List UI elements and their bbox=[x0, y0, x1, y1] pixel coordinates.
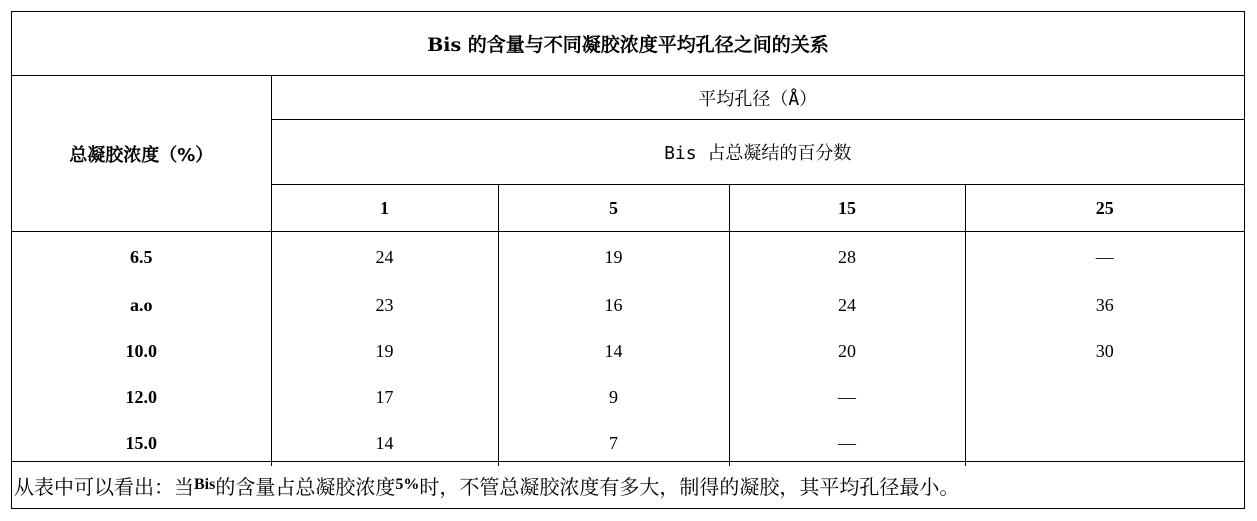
value-cell: 28 bbox=[729, 232, 965, 283]
value-cell: 16 bbox=[498, 282, 729, 328]
value-cell: 23 bbox=[271, 282, 498, 328]
table-row bbox=[12, 232, 1244, 283]
value-cell bbox=[965, 420, 1244, 466]
bis-pct-15: 15 bbox=[729, 185, 965, 232]
value-cell: 14 bbox=[271, 420, 498, 466]
bis-pct-25: 25 bbox=[965, 185, 1244, 232]
table-row bbox=[12, 282, 1244, 328]
table-row bbox=[12, 328, 1244, 374]
value-cell: 20 bbox=[729, 328, 965, 374]
value-cell: 36 bbox=[1095, 294, 1114, 315]
value-cell: 14 bbox=[498, 328, 729, 374]
value-cell: 24 bbox=[729, 282, 965, 328]
value-cell: 24 bbox=[271, 232, 498, 283]
concentration-cell: 10.0 bbox=[12, 328, 271, 374]
footnote-text-1: 从表中可以看出：当 bbox=[14, 474, 194, 499]
footnote-pct: 5% bbox=[395, 476, 420, 493]
concentration-cell: a.o bbox=[12, 282, 271, 328]
table-frame bbox=[11, 11, 1245, 509]
concentration-cell: 6.5 bbox=[12, 232, 271, 283]
value-cell: 17 bbox=[271, 374, 498, 420]
value-cell: — bbox=[729, 420, 965, 466]
value-cell bbox=[965, 374, 1244, 420]
concentration-cell: 12.0 bbox=[12, 374, 271, 420]
bis-pct-1: 1 bbox=[271, 185, 498, 232]
value-cell: 19 bbox=[498, 232, 729, 283]
footnote-bis: Bis bbox=[194, 476, 216, 493]
table-title: Bis 的含量与不同凝胶浓度平均孔径之间的关系 bbox=[12, 12, 1244, 76]
value-cell: — bbox=[1095, 246, 1114, 267]
table-row bbox=[12, 374, 1244, 420]
bis-percentage-header: Bis 占总凝结的百分数 bbox=[271, 120, 1244, 185]
table-footnote bbox=[12, 461, 1244, 508]
data-table bbox=[12, 76, 1244, 466]
value-cell: 30 bbox=[1095, 340, 1114, 361]
footnote-text-2: 的含量占总凝胶浓度 bbox=[215, 474, 396, 499]
table-row bbox=[12, 420, 1244, 466]
footnote-text-3: 时，不管总凝胶浓度有多大，制得的凝胶，其平均孔径最小。 bbox=[419, 474, 960, 499]
value-cell: — bbox=[729, 374, 965, 420]
value-cell: 9 bbox=[498, 374, 729, 420]
value-cell: 19 bbox=[271, 328, 498, 374]
value-cell: 7 bbox=[498, 420, 729, 466]
row-label-header: 总凝胶浓度（%） bbox=[12, 76, 271, 232]
pore-size-header: 平均孔径（Å） bbox=[271, 76, 1244, 120]
bis-pct-5: 5 bbox=[498, 185, 729, 232]
concentration-cell: 15.0 bbox=[12, 420, 271, 466]
